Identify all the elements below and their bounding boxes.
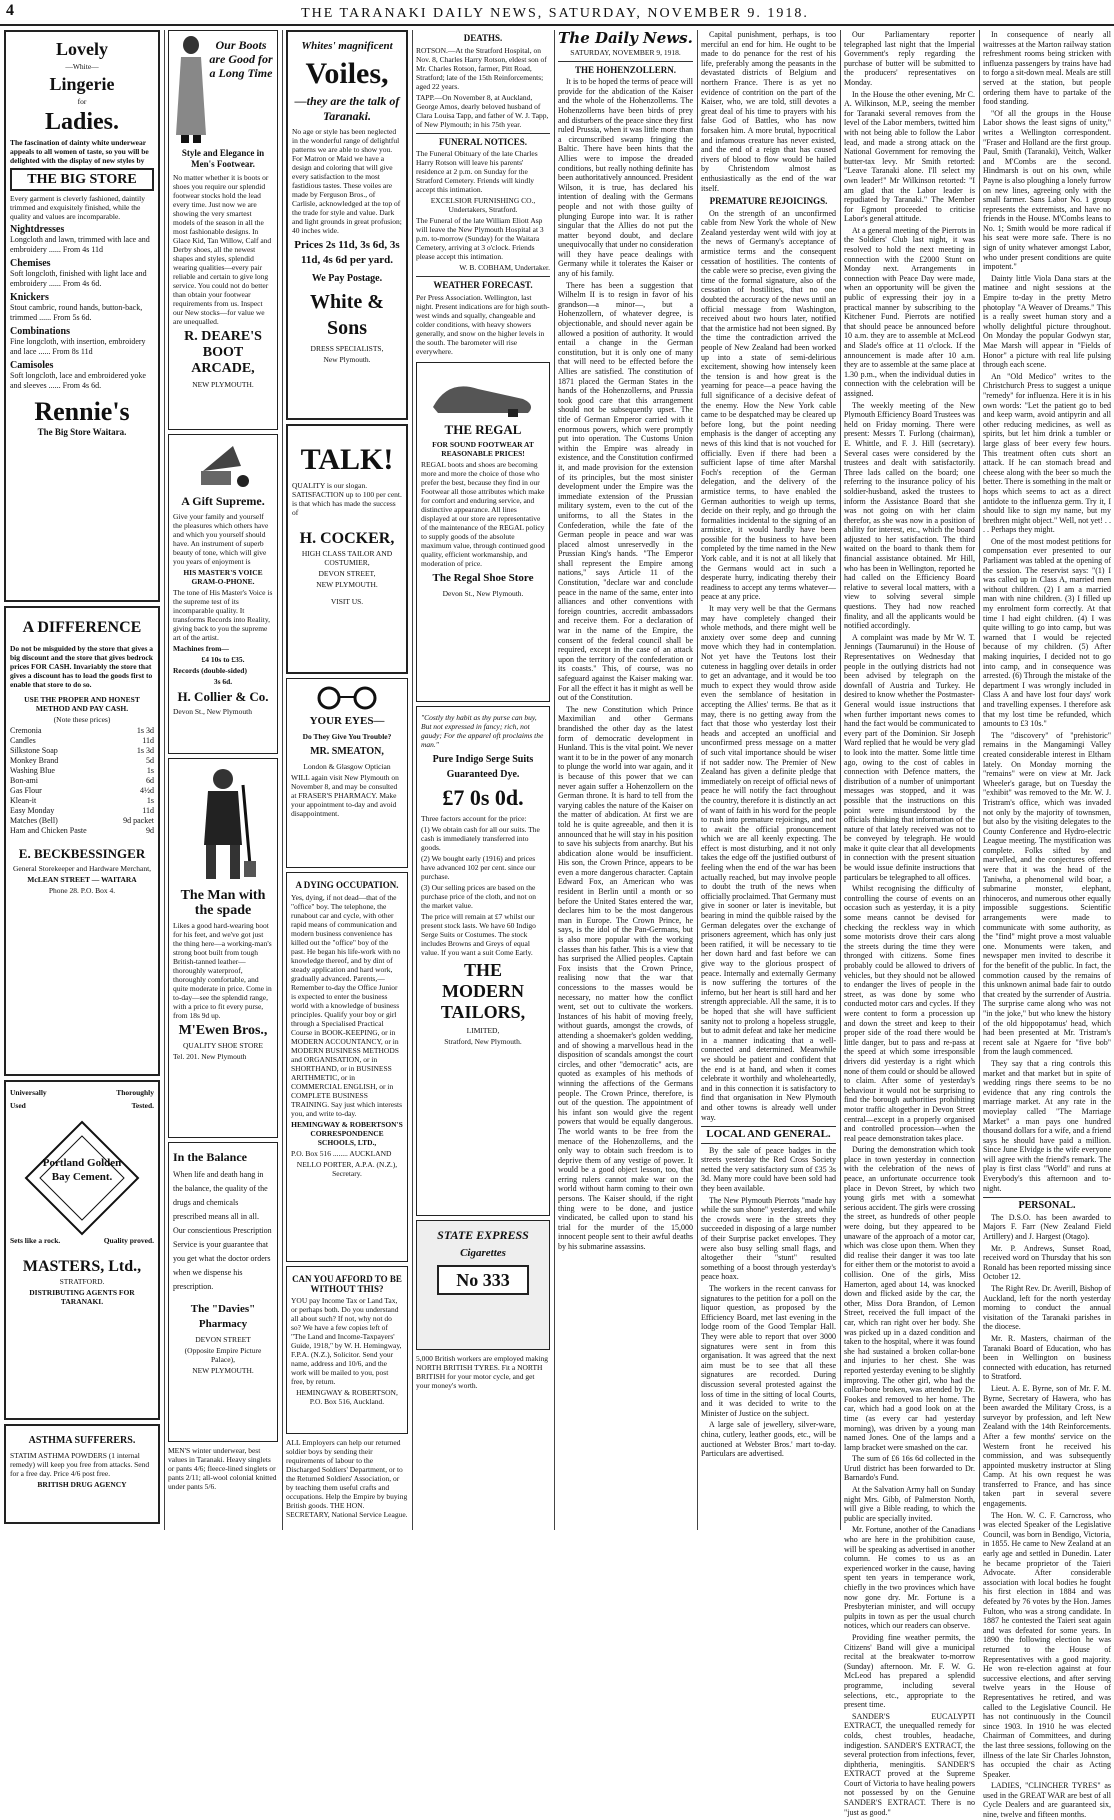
- price-value: 11d: [142, 736, 154, 745]
- merchant-name: HEMINGWAY & ROBERTSON'S CORRESPONDENCE SCHOOLS, LTD.,: [291, 1119, 403, 1147]
- paragraph: During the demonstration which took place in town yesterday in connection with the celebration of the news of peace, an unfortunate occurrence took place in Devon Street, by which two young girls met with a somewhat serious accident. The girls were crossing the street, as hundreds of other people were doing, but they appeared to be unaware of the approach of a motor car, which was close upon them. When they did realise their danger it was too late for either them or the motorist to avoid a collision. One of the girls, Miss Hamerton, aged about 14, was knocked down and flicked aside by the car, the other, Miss Dora Brandon, of Lemon Street, received the full impact of the car, which ran right over her body. She was picked up in a dazed condition and taken to the hospital, where it was found she had sustained a broken collar-bone and injuries to her chest. She was reported yesterday evening to be slightly improving. The other girl, who had the collar-bone broken, was attended by Dr. Fookes and removed to her home. The car, which had a good look on at the time (as every car had yesterday morning), was driven by a young man named Jones. One of the lamps and a lamp bracket were smashed on the car.: [844, 1145, 975, 1452]
- merchant-name: H. COCKER,: [299, 530, 395, 547]
- paragraph: Providing fine weather permits, the Citizens' Band will give a municipal recital at the breakwater to-morrow (Sunday) afternoon. Mr. F. W. G. McLeod has prepared a splendid programme, including several selections, etc., appropriate to the present time.: [844, 1632, 975, 1710]
- paragraph: The sum of £6 16s 6d collected in the Urutl district has been forwarded to Dr. Barnardo's Fund.: [844, 1454, 975, 1483]
- ad-line: Lingerie: [49, 74, 115, 94]
- ad-text: Phone 28. P.O. Box 4.: [48, 886, 116, 895]
- price-row: [10, 796, 154, 806]
- column-rule: [979, 30, 980, 1530]
- classified-notice: MEN'S winter underwear, best values in Taranaki. Heavy singlets or pants 4/6; fleece-lined singlets or pants 2/11; all-wool colonial knitted under pants 5/6.: [168, 1446, 277, 1491]
- ad-text: Used: [10, 1101, 26, 1110]
- ad-text: YOU pay Income Tax or Land Tax, or perhaps both. Do you understand all about such? If not, why not do so? We have a few copies left of "The Land and Income-Taxpayers' Guide, 1918," by W. H. Hemingway, F.P.A. (N.Z.), Solicitor. Send your name, address and 10/6, and the work will be mailed to you, post free, by return.: [291, 1296, 402, 1387]
- column-rule: [412, 30, 413, 1530]
- ad-text: Records (double-sided): [173, 666, 247, 675]
- paragraph: An "Old Medico" writes to the Christchurch Press to suggest a unique "remedy" for influenza. Here it is in his own words: "Let the patient go to bed and keep warm, avoid antipyrin and all other reducing medicines, as well as spirits, but let him drink a tumbler or large glass of beer every few hours. This treatment often cuts short an attack. If he can stomach bread and cheese along with the beer so much the better. There is something in the malt or hops which seems to act as a direct antidote to the influenza germ. Try it, I should like to sign my name, but my brethren might object." Well, not yet! . . . . Perhaps they might.: [983, 371, 1111, 535]
- column-rule: [554, 30, 555, 1530]
- price-item: Cremonia: [10, 726, 42, 735]
- paragraph: The Hon. W. C. F. Carncross, who was elected Speaker of the Legislative Council, was born in Bendigo, Victoria, in 1855. He came to New Zealand at an early age and settled in Dunedin. Later he became proprietor of the Taieri Advocate. After considerable association with local bodies he fought his first election in 1884 and was defeated by 76 votes by the Hon. James Fulton, who was a strong candidate. In 1887 he contested the Taieri seat again and was defeated for some years. In 1890 the following election he was returned to the House of Representatives with a good majority. He won re-election against at four successive elections, and after serving twelve years in the House of Representatives he retired, and was called to the Legislative Council. He has not continuously in the Council since 1903. In 1910 he was elected Chairman of Committees, and during the last three sessions, following on the illness of the late Sir Charles Johnston, has occupied the chair as Acting Speaker.: [983, 1510, 1111, 1779]
- ad-subhead: —they are the talk of Taranaki.: [294, 94, 400, 123]
- ad-text: NEW PLYMOUTH.: [316, 580, 378, 589]
- price-row: [10, 756, 154, 766]
- paragraph: SANDER'S EUCALYPTI EXTRACT, the unequalled remedy for colds, chest troubles, headache, indigestion. SANDER'S EXTRACT, the several protection from infections, fever, diphtheria, meningitis. SANDER'S EXTRACT proved at the Supreme Court of Victoria to have healing powers not possessed by on the Genuine SANDER'S EXTRACT. There is no "just as good.": [844, 1711, 975, 1817]
- ad-text: LIMITED,: [466, 1025, 500, 1035]
- notice-text: The Funeral Obituary of the late Charles Harry Rotson will leave his parents' residence at 2 p.m. on Sunday for the Stratford Cemetery. Friends will kindly accept this intimation.: [416, 149, 538, 195]
- article-body: [701, 1146, 836, 1459]
- ad-headline: A Gift Supreme.: [181, 494, 265, 508]
- paragraph: It is to be hoped the terms of peace will provide for the abdication of the Kaiser and the whole of the Hohenzollerns. The Hohenzollerns have been birds of prey and disturbers of the peace since they first ruled Prussia, when it was little more than a circumscribed swamp fringing the Baltic. There have been hints that the Allies were to impose the dreaded conditions, but really nothing definite has been authoritatively announced. President Wilson, it is true, has declared his intention of dealing with the Germans people and not with those guilty of plunging Europe into war. It is rather singular that the Allies do not put the matter beyond doubt, and declare unequivocally that under no consideration will they have peace dealings with Germany while it tolerates the Kaiser or any of his family.: [558, 77, 693, 279]
- price-row: [10, 726, 154, 736]
- ad-text: (Opposite Empire Picture Palace),: [184, 1346, 262, 1364]
- merchant-name: HEMINGWAY & ROBERTSON, P.O. Box 516, Auckland.: [296, 1388, 398, 1407]
- merchant-name: E. BECKBESSINGER: [18, 846, 146, 861]
- ad-text: (3) Our selling prices are based on the purchase price of the cloth, and not on the market value.: [421, 882, 536, 910]
- ad-text: DRESS SPECIALISTS,: [310, 344, 384, 353]
- notice-text: W. B. COBHAM, Undertaker.: [459, 263, 550, 273]
- paragraph: The New Plymouth Pierrots "made hay while the sun shone" yesterday, and while the crowds were in the streets they succeeded in disposing of a large number of their Surprise packet envelopes. They were also busy selling small flags, and altogether their "stunt" resulted something of a boost through yesterday's peace hoax.: [701, 1195, 836, 1282]
- paragraph: One of the most modest petitions for compensation ever presented to our Parliament was tabled at the opening of the session. The reservist says: "(1) I was called up in Class A, married men without children. (2) I am a married man with nine children. (3) I filled up my enrolment form correctly. At that time I had eight children. (4) I was quite willing to go into camp, but was warned that I would be rejected because of my children. (5) After making inquiries, I decided not to go into camp, and in consequence was arrested. (6) Through the mistake of the department I was wrongly included in Class A and have lost four days' work and travelling expenses. I therefore ask that my lost time be refunded, which amounts to £3 10s.": [983, 536, 1111, 729]
- price-item: Silkstone Soap: [10, 746, 58, 755]
- ad-text: Thoroughly: [116, 1088, 154, 1097]
- price-text: £7 0s 0d.: [442, 784, 524, 810]
- ad-text: Every garment is cleverly fashioned, daintily trimmed and exquisitely finished, while the quality and values are incomparable.: [10, 194, 145, 221]
- ad-text: Devon St., New Plymouth: [173, 707, 252, 716]
- column-7: [844, 30, 975, 1817]
- ad-headline: The Man with the spade: [180, 888, 266, 918]
- ad-text: Tested.: [131, 1101, 154, 1110]
- paragraph: Mr. R. Masters, chairman of the Taranaki Board of Education, who has been in Wellington on business connected with education, has returned to Stratford.: [983, 1333, 1111, 1382]
- section-heading: PERSONAL.: [983, 1197, 1111, 1211]
- ad-text: Devon St., New Plymouth.: [442, 588, 524, 598]
- ad-headline: THE REGAL: [444, 421, 522, 437]
- ad-text: NELLO PORTER, A.P.A. (N.Z.), Secretary.: [296, 1159, 398, 1178]
- item-desc: Fine longcloth, with insertion, embroidery and lace ...... From 8s 11d: [10, 337, 146, 356]
- ad-headline: Ladies.: [44, 109, 119, 135]
- item-title: Chemises: [10, 258, 51, 269]
- column-8: [983, 30, 1111, 1820]
- ad-text: The tone of His Master's Voice is the supreme test of its incomparable quality. It transforms Records into Reality, giving back to you the supreme art of the artist.: [173, 588, 273, 642]
- column-1: [4, 30, 160, 1530]
- price-item: Ham and Chicken Paste: [10, 826, 87, 835]
- ad-headline: A DIFFERENCE: [22, 619, 142, 636]
- price-value: 5d: [146, 756, 154, 765]
- ad-headline: Our Boots are Good for a Long Time: [209, 38, 273, 80]
- merchant-name: THE MODERN TAILORS,: [440, 959, 526, 1022]
- merchant-name: M'Ewen Bros.,: [178, 1023, 268, 1038]
- ad-text: Likes a good hard-wearing boot for his feet, and we've got just the thing here—a working-man's strong boot built from tough British-tanned leather—thoroughly waterproof, thoroughly comfortable, and quite moderate in price. Come in to-day—see the splendid range, with a price to fit every purse, from 18s 9d up.: [173, 921, 272, 1020]
- column-rule: [697, 30, 698, 1530]
- ad-line: —White—: [65, 62, 99, 71]
- article-body: [983, 1213, 1111, 1820]
- paragraph: In consequence of nearly all waitresses at the Marton railway station refreshment rooms being stricken with influenza passengers by trains have had to forgo a sit-down meal. Meals are still served at the station, but people ordering them have to partake of the food standing.: [983, 30, 1111, 107]
- price-item: Easy Monday: [10, 806, 55, 815]
- price-value: 6d: [146, 776, 154, 785]
- ad-headline: In the Balance: [173, 1150, 248, 1164]
- ad-schools: [286, 872, 408, 1262]
- ad-text: General Storekeeper and Hardware Merchant,: [12, 864, 152, 873]
- cement-brand: Portland Golden Bay Cement.: [42, 1157, 122, 1183]
- ad-text: QUALITY SHOE STORE: [183, 1041, 263, 1050]
- article-heading: PREMATURE REJOICINGS.: [709, 196, 828, 207]
- ad-text: Three factors account for the price:: [421, 813, 527, 823]
- section-heading: DEATHS.: [463, 33, 503, 43]
- price-value: 1s: [146, 796, 154, 805]
- brand-number: No 333: [437, 1265, 529, 1295]
- paragraph: It may very well be that the Germans may have completely changed their whole methods, and there might well be anxiety over some deep and cunning move which they had in contemplation. Not yet have the Teutons lost their cuteness in haggling over details in order to get an advantage, and it would be too much to expect they would throw aside even the semblance of hesitation in accepting the Allies' terms. Be that as it may, there is no getting away from the fact that those who yesterday lost their heads and accepted an unofficial and unconfirmed press message on a matter of such vital importance should be wiser if not sadder now. The Premier of New Zealand has given a definite pledge that immediately on receipt of official news of peace he will notify the fact throughout the country, therefore it is distinctly an act of want of faith in his word for the people to rush into premature rejoicings, and not to await the official pronouncement which we are all keenly expecting. The effect is most disturbing, and it not only takes the edge off the justified outburst of feeling when the end of the war has been actually reached, but may involve people to doubt the truth of the news when officially proclaimed. That Germany must give in sooner or later is inevitable, but bearing in mind the quibble raised by the German delegates over the exchange of prisoners agreement, which has only just been ratified, it will be necessary to tie her down hard and fast before we can give way to the glorious prospect of peace. Internally and externally Germany is now suffering the tortures of the inferno, but her heart is still hard and her strength appreciable. All the same, it is to be hoped that she will have sufficient sanity not to prolong a hopeless struggle, but to admit defeat and take her medicine in a manner indicating that a well-connected and determined. Meanwhile we should be patient and confident that the end is at hand, and when it comes celebrate it worthily and wholeheartedly, and in this connection it is satisfactory to find that organisation in New Plymouth and other towns is already well under way.: [701, 604, 836, 1122]
- price-value: 11d: [142, 806, 154, 815]
- ad-text: BRITISH DRUG AGENCY: [37, 1480, 127, 1489]
- ad-difference: [4, 606, 160, 1076]
- price-row: [10, 806, 154, 816]
- ad-text: DISTRIBUTING AGENTS FOR TARANAKI.: [29, 1288, 135, 1306]
- price-item: Washing Blue: [10, 766, 55, 775]
- shoe-illustration: [428, 369, 538, 419]
- paragraph: The D.S.O. has been awarded to Majors F. Farr (New Zealand Field Artillery) and J. Hargest (Otago).: [983, 1212, 1111, 1242]
- paragraph: The "discovery" of "prehistoric" remains in the Mangamingi Valley created considerable interest in Eltham lately. On Monday morning the "remains" were on view at Mr. Jack Wheeler's garage, but on Tuesday the "exhibit" was removed to the Mr. W. J. Tristram's office, which was invaded not only by the majority of townsmen, but also by the visiting delegates to the County Conference and Hydro-electric League meeting. The mystification was complete. Folks sifted by and marvelled, and the conjectures offered were that it was the head of the Taniwha, a phenomenal wild boar, a submarine monster, elephant, rhinoceros, and numerous other equally impossible suggestions. Scientific arrangements were made to communicate with some authority, as the "find" might prove a most valuable one. Monuments were taken, and newspaper men invited to describe it for the benefit of the public. In fact, the commotion caused by the remains of this unknown animal bade fair to outdo that created by the surrender of Austria. The surprise came along who was not "in the joke," but who knew the history of the old hippopotamus' head, which had been presented at Mr. Tristram's recent sale at Ngaere for "five bob" from the laugh commenced.: [983, 730, 1111, 1057]
- merchant-name: MASTERS, Ltd.,: [22, 1258, 142, 1275]
- ad-headline: CAN YOU AFFORD TO BE WITHOUT THIS?: [292, 1274, 402, 1294]
- item-title: Combinations: [10, 326, 71, 337]
- paragraph: The Right Rev. Dr. Averill, Bishop of Auckland, left for the north yesterday morning to conduct the annual visitation of the Taranaki parishes in the diocese.: [983, 1284, 1111, 1332]
- ad-subhead: FOR SOUND FOOTWEAR AT REASONABLE PRICES!: [432, 439, 534, 458]
- ad-text: WILL again visit New Plymouth on November 8, and may be consulted at FRASER'S PHARMACY. Make your appointment to-day and avoid disappointment.: [291, 773, 399, 818]
- ad-text: HIS MASTER'S VOICE GRAM-O-PHONE.: [183, 568, 263, 586]
- ad-headline: YOUR EYES—: [309, 715, 385, 727]
- editorial-date: SATURDAY, NOVEMBER 9, 1918.: [570, 47, 681, 57]
- price-item: Gas Flour: [10, 786, 42, 795]
- item-list: [10, 225, 154, 391]
- paragraph: The workers in the recent canvass for signatures to the petition for a poll on the liquor question, as proposed by the Efficiency Board, met last evening in the lodge room of the Good Templar Hall. They were able to report that over 3000 signatures were sent in from this organisation. It was agreed that the next aim must be to see that all these signatures are recorded. During discussion several protested against the loss of time in the sitting of local Courts, and it was decided to write to the Minister of Justice on the subject.: [701, 1284, 836, 1418]
- ad-text: Give your family and yourself the pleasures which others have and which you yourself should have. An instrument of superb beauty of tone, which will give you years of enjoyment is: [173, 512, 269, 566]
- paragraph: The new Constitution which Prince Maximilian and other Germans brandished the other day as the latest form of democratic development in Hunland. This is the vital point. We never want it to be in the power of any monarch to plunge the world into war again, and it is because of this power that we can never again suffer a Hohenzollern on the German throne. It is hard to tell from the varying cables the nature of the Kaiser on the matter of abdication. At first we are told he is quite agreeable, and then it is announced that he will stay in his position to save his subjects from anarchy. But his abdication alone would be insufficient. His son, the Crown Prince, appears to be even a more dangerous character. Captain Edward Fox, an American who was resident in Berlin until a month or so before the United States entered the war, declares him to be the most dangerous man in Europe. The Crown Prince, he says, is the idol of the Pan-Germans, but is also more popular with the working classes than his father. This is a view that has surprised the Allied peoples. Captain Fox insists that the Crown Prince, realising now that the war that concessions to the masses would be necessary, no matter how the conflict went, set out to cultivate the workers. Instances of his habit of moving freely, without guards, amongst the crowds, of attending a shoemaker's golden wedding, and of showing a marvellous head in the disposition of scandals amongst the court circles, and other "democratic" acts, are quoted as examples of his methods of winning the affections of the Germans people. The Crown Prince, therefore, is out of the question. The appointment of his infant son would give the regent powers that would be equally dangerous. The world wants to be free from the menace of the Hohenzollerns, and the only way to obtain such freedom is to deprive them of any vestige of power. It would be a good object lesson, too, that erring rulers cannot make war on the world without harm coming to their own persons. The Kaiser should, if the right thing were to be done, and justice vindicated, be called upon to stand his trial for the murder of the 15,000 innocent people sent to their awful deaths by his submarine assassins.: [558, 704, 693, 1252]
- ad-text: REGAL boots and shoes are becoming more and more the choice of those who prefer the best, because they find in our Footwear all those attributes which make for comfort and enduring service, and distinctive appearance. All lines displayed at our store are representative of the maintenance of the REGAL policy to supply goods of the absolute maximum value, through continued good quality, efficient workmanship, and moderation of price.: [421, 459, 545, 568]
- price-value: 1s: [146, 766, 154, 775]
- ad-text: 3s 6d.: [213, 677, 233, 686]
- price-item: Candles: [10, 736, 36, 745]
- notice-text: Per Press Association. Wellington, last night. Present indications are for high south-west winds and squally, changeable and colder conditions, with heavy showers generally, and snow on the higher levels in the south. The barometer will rise everywhere.: [416, 292, 550, 356]
- ad-headline: A DYING OCCUPATION.: [295, 880, 399, 890]
- item-desc: Stout cambric, round hands, button-back, trimmed ...... From 5s 6d.: [10, 303, 143, 322]
- ad-subhead: Cigarettes: [460, 1246, 506, 1259]
- article-body: [701, 30, 836, 193]
- price-item: Matches (Bell): [10, 816, 58, 825]
- paragraph: On the strength of an unconfirmed cable from New York the whole of New Zealand yesterday went wild with joy at the news of Germany's acceptance of armistice terms and the consequent cessation of hostilities. The contents of the cable were so precise, even giving the time of the formal signature, also of the cessation of hostilities, that no one doubted the accuracy of the news until an official message from Washington, received about two hours later, notified that the armistice had not been signed. By the time the contradiction arrived the people of New Zealand had been worked up into a state of semi-delirious excitement, showing how intensely keen the tension is and how great is the yearning for peace—a peace having the full significance of a decisive defeat of the enemy. How the New York cable came to be despatched may be cleared up before long, but the point needing emphasis is the danger of accepting any news of this kind that is not vouched for officially. Even if there had been a sufficient lapse of time after Marshal Foch's reception of the German delegation, and the delivery of the armistice terms, to have enabled the German authorities to weigh up terms, decide on their reply, and go through the formalities incidental to the signing of an armistice, it would hardly have been possible for the business to have been completed by the time named in the New York cable, and it is not at all likely that the Germans would act in such a desperate hurry, indicating thereby their readiness to accept any terms whatever—peace at any price.: [701, 208, 836, 602]
- page-number: 4: [6, 2, 14, 19]
- section-heading: LOCAL AND GENERAL.: [701, 1126, 836, 1144]
- ad-boots: [168, 30, 278, 430]
- ad-text: No age or style has been neglected in the wonderful range of delightful patterns we are able to show you. For Matron or Maid we have a design and coloring that will give every satisfaction to the most fastidious tastes. These voiles are made by Ferguson Bros., of Carlisle, acknowledged at the top of the trade for style and value. Dark and light grounds in great profusion; 40 inches wide.: [292, 127, 402, 235]
- ad-state-express: [416, 1220, 550, 1350]
- ad-lingerie: [4, 30, 160, 602]
- price-list: [10, 726, 154, 836]
- paragraph: "Of all the groups in the House Labor shows the least signs of unity," writes a Wellington correspondent. "Fraser and Holland are the first group. Paul, Smith (Taranaki), Veitch, Walker and M'Combs are the second. Hindmarsh is out on his own, while Payne is also ploughing a lonely furrow on new lines, agreeing only with the small farmer. Sans Labor No. 1 group represents the extremists, and have no friends in the House. M'Combs leans to No. 1; Smith would be more radical if his seat were more safe. There is no sign of unity whatever amongst Labor, who under present conditions are quite impotent.": [983, 108, 1111, 272]
- section-heading: WEATHER FORECAST.: [433, 280, 533, 291]
- ad-text: P.O. Box 516 ........ AUCKLAND: [291, 1148, 392, 1158]
- ad-subhead: Style and Elegance in Men's Footwear.: [181, 148, 265, 169]
- ad-text: Do not be misguided by the store that gives a big discount and the store that gives bedrock prices FOR CASH. Invariably the store that gives a discount has to load the goods first to enable that store to do so.: [10, 644, 153, 689]
- item-desc: Longcloth and lawn, trimmed with lace and embroidery ...... From 4s 11d: [10, 235, 150, 254]
- price-row: [10, 746, 154, 756]
- paragraph: Mr. Fortune, another of the Canadians who are here in the prohibition cause, will be speaking as advertised in another column. He comes to us as an experienced worker in the cause, having spent ten years in temperance work, chiefly in the two provinces which have now gone dry. Mr. Fortune is a Presbyterian minister, and will occupy pulpits in town as per the usual church notices, which our readers can observe.: [844, 1525, 975, 1631]
- ad-text: £4 10s to £35.: [201, 655, 245, 664]
- ad-text: NEW PLYMOUTH.: [192, 380, 254, 389]
- paragraph: The weekly meeting of the New Plymouth Efficiency Board Trustees was held on Friday morning. There were present: Messrs T. Furlong (chairman), E. Whittle, and F. J. Hill (secretary). Several cases were considered by the trustees and dealt with satisfactorily. Three lads called on the board; one referring to the insurance policy of his soldier-husband, asked the trustees to inform the Assistance Board that she was not going on with her claim therefor, as she was now in a position of ability for interest, etc., which the board adjusted to her satisfaction. The third waited on the board to thank them for financial assistance obtained. Mr Hill, who has been in Wellington, reported he had called on the Efficiency Board relative to several local matters, with a view to solving several simple questions. They had now reached finality, and all the applicants would be notified accordingly.: [844, 400, 975, 631]
- price-value: 9d: [146, 826, 154, 835]
- ad-line: for: [77, 97, 87, 106]
- ad-row: [10, 1234, 154, 1247]
- ad-text: Yes, dying, if not dead—that of the "office" boy. The telephone, the runabout car and cycle, with other rapid means of communication and modern business convenience has killed out the "office" boy of the past. He began his life-work with no knowledge thereof, and by dint of steady application and hard work, gradually advanced. Parents,—Remember to-day the Office Junior is expected to enter the business world with a knowledge of business principles. Qualify your boy or girl through a Specialised Practical Course in BOOK-KEEPING, or in MODERN ACCOUNTANCY, or in MODERN BUSINESS METHODS and ORGANISATION, or in SHORTHAND, or in BUSINESS ARITHMETIC, or in COMMERCIAL ENGLISH, or in COMPLETE BUSINESS TRAINING. Say just which interests you, and write to-day.: [291, 892, 403, 1118]
- merchant-name: H. Collier & Co.: [177, 689, 269, 704]
- paragraph: At a general meeting of the Pierrots in the Soldiers' Club last night, it was resolved to hold the next meeting in connection with the £2000 Stunt on Monday next. Arrangements in connection with Peace Day were made, when an opportunity will be given the public of expressing their joy in a practical manner by subscribing to the Kitchener Fund. Pierrots are notified that should peace be announced before 10 a.m. they are to assemble at McLeod and Slade's office at 11 o'clock. If the announcement is made after 10 a.m. they are to assemble at the same place at 1.30 p.m., when the individual duties in connection with the celebration will be assigned.: [844, 225, 975, 398]
- ad-subhead: Pure Indigo Serge Suits Guaranteed Dye.: [432, 753, 534, 780]
- column-5: [558, 30, 693, 1530]
- column-4: [416, 30, 550, 1530]
- ad-text: STATIM ASTHMA POWDERS (1 internal remedy) will keep you free from attacks. Send for a free day. Price 4/6 post free.: [10, 1451, 150, 1478]
- ad-taxguide: [286, 1266, 408, 1434]
- item-title: Camisoles: [10, 360, 54, 371]
- price-row: [10, 816, 154, 826]
- ad-headline: Voiles,: [305, 57, 389, 90]
- ad-text: VISIT US.: [330, 597, 364, 606]
- editorial-nameplate: The Daily News.: [558, 29, 693, 47]
- item-desc: Soft longcloth, lace and embroidered yoke and sleeves ...... From 4s 6d.: [10, 371, 146, 390]
- woman-figure-illustration: [173, 35, 209, 145]
- ad-text: We Pay Postage.: [311, 273, 383, 284]
- ad-text: London & Glasgow Optician: [303, 762, 391, 771]
- column-rule: [164, 30, 165, 1530]
- ad-subhead: Do They Give You Trouble?: [302, 732, 392, 741]
- notice-text: TAPP.—On November 8, at Auckland, George Amos, dearly beloved husband of Clara Louisa Tapp, and father of W. J. Tapp, of New Plymouth; in his 75th year.: [416, 92, 549, 129]
- notice-text: ROTSON.—At the Stratford Hospital, on Nov. 8, Charles Harry Rotson, eldest son of Mr. Charles Rotson, farmer, Pitt Road, Stratford; late of the 15th Reinforcements; aged 22 years.: [416, 45, 547, 91]
- item-title: Knickers: [10, 292, 49, 303]
- masthead-title: THE TARANAKI DAILY NEWS, SATURDAY, NOVEMBER 9. 1918.: [301, 6, 809, 21]
- ad-text: (1) We obtain cash for all our suits. The cash is immediately transferred into goods.: [421, 824, 540, 852]
- ad-headline: ASTHMA SUFFERERS.: [28, 1435, 136, 1446]
- merchant-name: R. DEARE'S BOOT ARCADE,: [184, 329, 262, 376]
- article-body: [844, 30, 975, 1817]
- price-row: [10, 736, 154, 746]
- price-value: 4½d: [140, 786, 154, 795]
- ad-text: Universally: [10, 1088, 47, 1097]
- ad-text: (Note these prices): [53, 715, 111, 724]
- ad-optician: [286, 678, 408, 868]
- article-body: [983, 30, 1111, 1193]
- paragraph: They say that a ring controls this market and that market but in spite of wedding rings there seems to be no evidence that any ring controls the marriage market. At any rate in the movieplay called "The Marriage Market" a man pays one hundred thousand dollars for a wife, and a friend says he should have paid a million. Since June Elvidge is the wife everyone will agree with the friend's remark. The play is first class "World" and runs at Everybody's this afternoon and to-night.: [983, 1058, 1111, 1193]
- price-row: [10, 786, 154, 796]
- notice-text: EXCELSIOR FURNISHING CO., Undertakers, Stratford.: [430, 196, 536, 215]
- price-value: 1s 3d: [136, 746, 154, 755]
- article-body: [558, 77, 693, 1251]
- paragraph: Capital punishment, perhaps, is too merciful an end for him. He ought to be made to do penance for the rest of his life, preferably among the peasants in the devastated districts of Belgium and northern France. There is as yet no evidence of contrition on the part of the Kaiser, who, we are told, still devotes a great deal of his time to prayers with his false God of Battles, who has now forsaken him. A more brutal, hypocritical and infamous creature has never existed, and the end of a reign that has caused rivers of blood to flow would be hailed by Christendom almost as enthusiastically as the end of the war itself.: [701, 30, 836, 193]
- price-row: [10, 776, 154, 786]
- ad-text: USE THE PROPER AND HONEST METHOD AND PAY CASH.: [24, 695, 140, 713]
- ad-text: DEVON STREET: [195, 1335, 251, 1344]
- notice-text: The Funeral of the late William Eliott Asp will leave the New Plymouth Hospital at 3 p.m. to-morrow (Sunday) for the Waitara Cemetery, arriving at 3 o'clock. Friends please accept this intimation.: [416, 216, 544, 262]
- ad-text: DEVON STREET,: [318, 569, 376, 578]
- price-item: Klean-it: [10, 796, 37, 805]
- ad-text: Sets like a rock.: [10, 1236, 61, 1245]
- store-logo: THE BIG STORE: [10, 168, 154, 191]
- ad-asthma: [4, 1424, 160, 1524]
- ad-row: [10, 1099, 154, 1112]
- paragraph: Lieut. A. E. Byrne, son of Mr. F. M. Byrne, Secretary of Hawera, who has been awarded the Military Cross, is a surveyor by profession, and left New Zealand with the 14th Reinforcements. After a few months' service on the Western front he received his commission, and was subsequently appointed musketry instructor at Sling Camp. At his own request he was transferred to France, and has since taken part in several severe engagements.: [983, 1383, 1111, 1509]
- ad-talk: [286, 424, 408, 674]
- man-with-spade-illustration: [188, 765, 258, 885]
- ad-text: QUALITY is our slogan. SATISFACTION up to 100 per cent. is that which has made the success of: [292, 481, 402, 517]
- ad-line: Lovely: [56, 39, 108, 59]
- paragraph: A complaint was made by Mr W. T. Jennings (Taumarunui) in the House of Representatives on Wednesday that people in the outlying districts had not been advised by telegraph on the downfall of Austria and Turkey. He desired to know whether the Postmaster-General would issue instructions that when further important news comes to hand the fact would be communicated to every part of the Dominion. Sir Joseph Ward replied that he would be very glad to look into the matter. Some little time ago, owing to the cost of cables in connection with Defence matters, the distribution of a number of unimportant messages was stopped, and it was possible that the instructions on this point were misunderstood by the officials thinking that information of the nature of that lately received was not to be conveyed by telegraph. He would make it quite clear that all developments in connection with the present situation be would issue definite instructions that particulars be telegraphed to all offices.: [844, 632, 975, 882]
- ad-row: [173, 35, 273, 145]
- column-rule: [282, 30, 283, 1530]
- ad-text: Whites' magnificent: [301, 40, 393, 52]
- ad-text: The fascination of dainty white underwear appeals to all women of taste, so you will be delighted with the display of new styles by: [10, 138, 149, 165]
- ad-gramophone: [168, 434, 278, 754]
- price-value: 9d packet: [123, 816, 154, 825]
- classified-notice: ALL Employers can help our returned soldier boys by sending their requirements of labour to the Discharged Soldiers' Department, or to the Returned Soldiers' Association, or by teaching them useful crafts and occupations. Help the Empire by buying British goods. THE HON. SECRETARY, National Service League.: [286, 1438, 408, 1519]
- item-desc: Soft longcloth, finished with light lace and embroidery ...... From 4s 6d.: [10, 269, 147, 288]
- ad-cement: [4, 1080, 160, 1420]
- merchant-name: The "Davies" Pharmacy: [190, 1303, 256, 1330]
- ad-text: New Plymouth.: [323, 355, 371, 364]
- ad-text: Quality proved.: [103, 1236, 154, 1245]
- divider: [416, 133, 550, 134]
- ad-regal: [416, 362, 550, 702]
- paragraph: Our Parliamentary reporter telegraphed last night that the Imperial Government's reply regarding the purchase of butter will be submitted to the producers' representatives on Monday.: [844, 30, 975, 87]
- section-heading: FUNERAL NOTICES.: [438, 136, 528, 147]
- column-6: [701, 30, 836, 1530]
- ad-text: The price will remain at £7 whilst our present stock lasts. We have 60 Indigo Serge Suits or Costumes. The stock includes Browns and Greys of equal value. If you want a suit Come Early.: [421, 911, 536, 957]
- store-name: Rennie's: [34, 397, 130, 426]
- ad-pharmacy: [168, 1142, 278, 1442]
- ad-text: When life and death hang in the balance, the quality of the drugs and chemicals prescribed means all in all. Our conscientious Prescription Service is your guarantee that you get what the doctor orders when we dispense his prescription.: [173, 1170, 272, 1291]
- merchant-name: MR. SMEATON,: [310, 746, 384, 757]
- paragraph: A large sale of jewellery, silver-ware, china, cutlery, leather goods, etc., will be auctioned at Webster Bros.' mart to-day. Particulars are advertised.: [701, 1420, 836, 1459]
- paragraph: In the House the other evening, Mr C. A. Wilkinson, M.P., seeing the member for Taranaki several removes from the level of the Labor members, twitted him with not being able to follow the Labor lead, and made a strong attack on the National Government for removing the butter-tax levy. Mr Smith retorted: "Leave Taranaki alone. I'll select my own leader!" Mr Wilkinson retorted: "I am glad that the Labor leader is repudiated by Taranaki." The Member for Egmont proceeded to criticise Labor's general attitude.: [844, 89, 975, 224]
- column-rule: [840, 30, 841, 1530]
- ad-headline: TALK!: [300, 443, 394, 476]
- price-text: Prices 2s 11d, 3s 6d, 3s 11d, 4s 6d per yard.: [294, 239, 400, 266]
- gramophone-icon: [193, 441, 253, 491]
- price-value: 1s 3d: [136, 726, 154, 735]
- spectacles-icon: [307, 685, 387, 711]
- ad-voiles: [286, 30, 408, 420]
- ad-text: NEW PLYMOUTH.: [192, 1366, 254, 1375]
- ad-quote: "Costly thy habit as thy purse can buy, But not expressed in fancy; rich, not gaudy; For the apparel oft proclaims the man.": [421, 712, 544, 749]
- paragraph: At the Salvation Army hall on Sunday night Mrs. Gibb, of Palmerston North, will give a Bible reading, to which the public are specially invited.: [844, 1485, 975, 1523]
- ad-text: Stratford, New Plymouth.: [444, 1036, 522, 1046]
- ad-text: Machines from—: [173, 644, 229, 653]
- paragraph: Dainty little Viola Dana stars at the matinee and night sessions at the Empire to-day in the pretty Metro photoplay "A Weaver of Dreams." This is a really sweet human story and a wholly delightful picture throughout. On Monday the popular Godwyn star, Mae Marsh will appear in "Fields of Honor" a picture with real life pulsing through each scene.: [983, 273, 1111, 370]
- merchant-name: The Regal Shoe Store: [432, 571, 534, 584]
- article-heading: THE HOHENZOLLERN.: [574, 64, 677, 75]
- article-body: [701, 209, 836, 1122]
- paragraph: Whilst recognising the difficulty of controlling the course of events on an occasion such as yesterday, it is a pity some means cannot be devised for checking the reckless way in which some motorists drove their cars along the streets during the time they were thronged with citizens. Some fines probably could be allowed to drivers of vehicles, but they should not be allowed to endanger the lives of people in the street, as was done by some who conducted motor cars and cycles. If they were content to form a procession up and down the street and keep to their proper side of the road there would be little danger, but to pass and re-pass at the speed at which some irresponsible drivers did yesterday is a right which none of them could or should be allowed to claim. After some of yesterday's behaviour it would not be surprising to find the borough authorities prohibiting motor traffic altogether in Devon Street central—except in a properly organised and controlled procession—when the real peace demonstration takes place.: [844, 884, 975, 1143]
- price-row: [10, 826, 154, 836]
- price-row: [10, 766, 154, 776]
- ad-text: HIGH CLASS TAILOR AND COSTUMIER,: [301, 549, 393, 567]
- divider: [558, 61, 693, 62]
- paragraph: Mr. P. Andrews, Sunset Road, received word on Thursday that his son Ronald has been reported missing since October 12.: [983, 1243, 1111, 1282]
- price-item: Monkey Brand: [10, 756, 59, 765]
- masthead: [0, 0, 1114, 26]
- classified-notice: 5,000 British workers are employed making NORTH BRITISH TYRES. Fit a NORTH BRITISH for your motor cycle, and get your money's worth.: [416, 1353, 549, 1390]
- ad-text: No matter whether it is boots or shoes you require our splendid footwear stocks hold the lead every time. Just now we are showing the very smartest models of the season in all the most fashionable designs. In Glace Kid, Tan Willow, Calf and Derby shoes, all the newest shapes and styles, splendid wearing qualities—every pair reliable and certain to give long service. You could not do better than obtain your footwear requirements from us. Inspect our New stocks—for value we are unequalled.: [173, 173, 272, 326]
- paragraph: LADIES, "CLINCHER TYRES" as used in the GREAT WAR are best of all Cycle Dealers and are guaranteed six, nine, twelve and fifteen months.: [983, 1781, 1111, 1820]
- ad-text: STRATFORD.: [59, 1277, 105, 1286]
- column-3: [286, 30, 408, 1530]
- ad-text: Tel. 201. New Plymouth: [173, 1052, 247, 1061]
- ad-headline: STATE EXPRESS: [437, 1227, 529, 1242]
- column-2: [168, 30, 278, 1530]
- ad-modern-tailors: [416, 706, 550, 1216]
- ad-text: McLEAN STREET — WAITARA: [27, 875, 137, 884]
- price-item: Bon-ami: [10, 776, 38, 785]
- divider: [416, 276, 550, 277]
- ad-text: (2) We bought early (1916) and prices have advanced 102 per cent. since our purchase.: [421, 853, 536, 881]
- ad-spade: [168, 758, 278, 1138]
- store-tagline: The Big Store Waitara.: [37, 427, 127, 437]
- paragraph: There has been a suggestion that Wilhelm II is to resign in favor of his grandson—a minor—, but a Hohenzollern, of whatever degree, is objectionable, and should never again be allowed a position of authority. It would entail a change in the German constitution, but it is only one of many that will need to be effected before the Allies are satisfied. The constitution of 1871 placed the German States in the hands of the Hohenzollerns, and Prussia took good care that this arrangement should not be subsequently upset. The title of German Emperor carried with it enormous powers, which were promptly put into operation. The Customs Union within the Empire was already in existence, and the Constitution confirmed it, and made provision for the extension of its principles, but the most sinister development under the Empire was the immediate extension of the Prussian military system, even to the cut of the uniforms, to all the States in the Confederation, while the fate of the German people in peace and war was placed almost unreservedly in the Prussian King's hands. "The Emperor shall represent the Empire among nations," says Article 11 of the Constitution, "declare war and conclude peace in the name of the same, enter into alliances and other conventions with foreign countries, accredit ambassadors and receive them. For a declaration of war in the name of the Empire, the consent of the federal council shall be required, except in the case of an attack upon the territory of the confederation or its coasts." This, of course, was no safeguard against the Kaiser making war. For all the effect it has it might as well be out of the Constitution.: [558, 280, 693, 703]
- merchant-name: White & Sons: [310, 291, 384, 339]
- paragraph: By the sale of peace badges in the streets yesterday the Red Cross Society netted the very satisfactory sum of £35 3s 3d. Many more could have been sold had they been available.: [701, 1145, 836, 1194]
- item-title: Nightdresses: [10, 224, 65, 235]
- ad-row: [10, 1086, 154, 1099]
